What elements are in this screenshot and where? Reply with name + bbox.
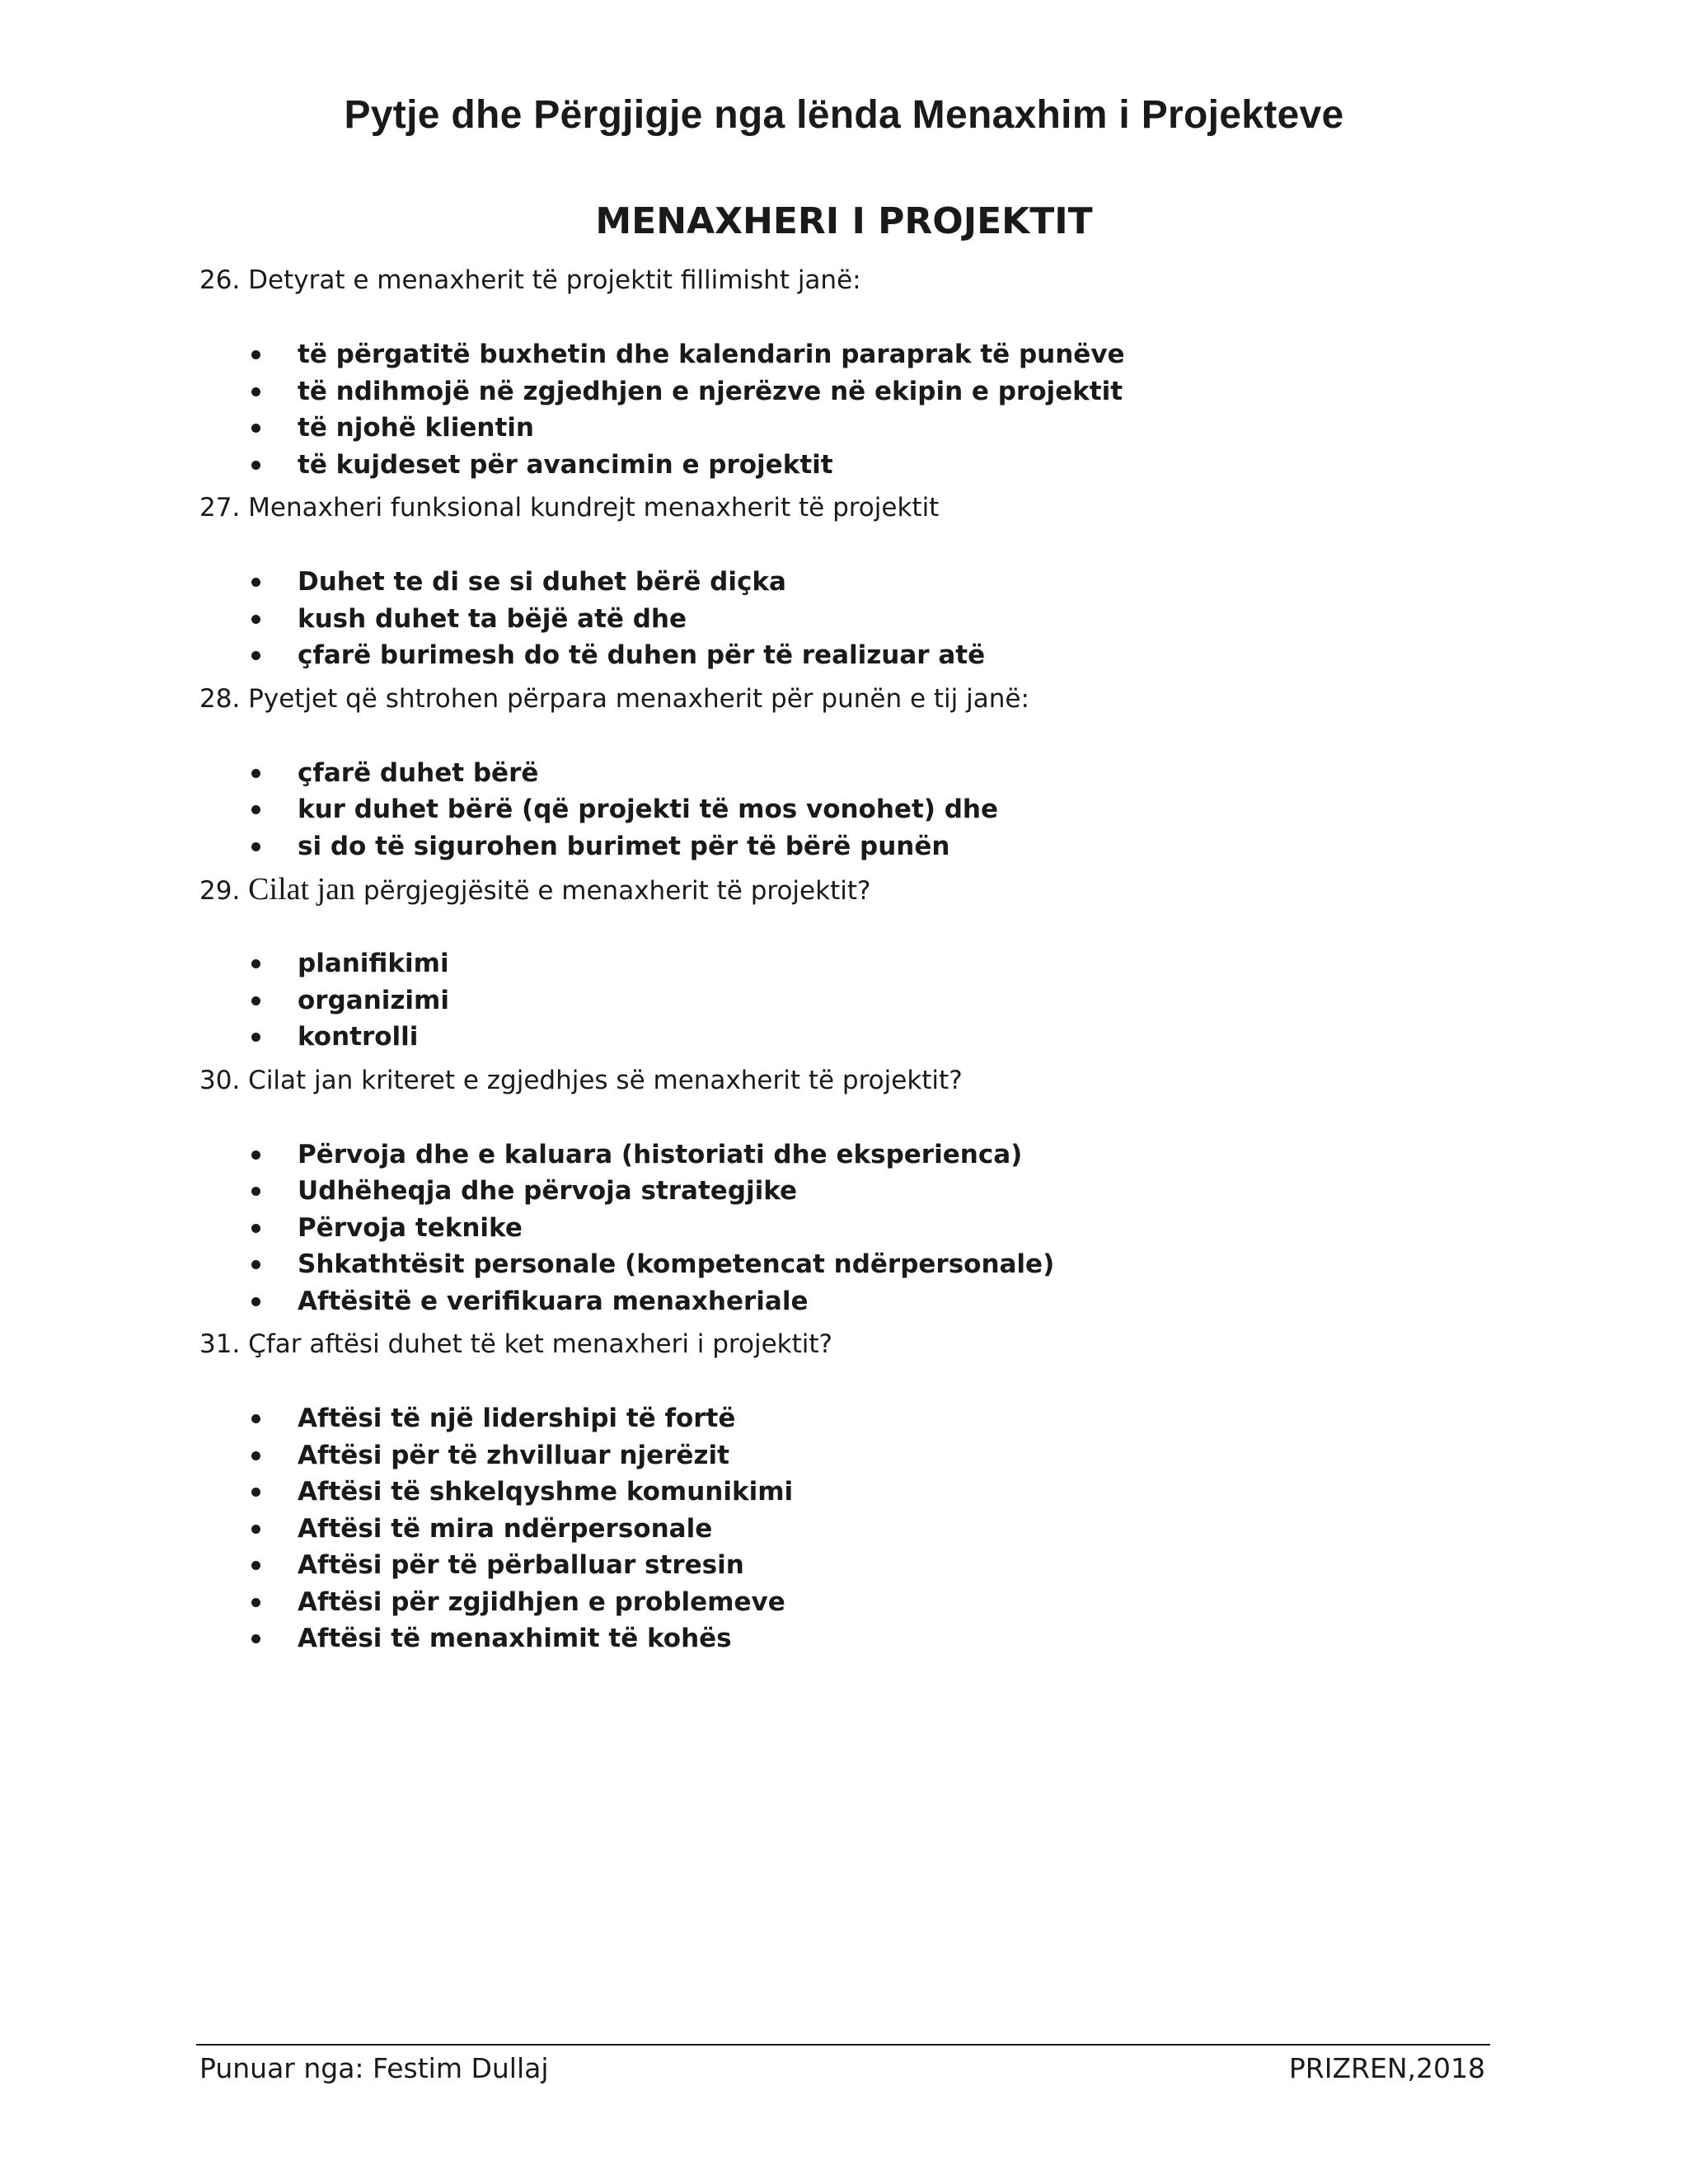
answer-item (199, 1400, 1485, 1437)
answer-text: Aftësi për të përballuar stresin (298, 1550, 744, 1580)
bullet-icon (251, 1297, 260, 1306)
answer-item (199, 1547, 1485, 1584)
answer-item (199, 1137, 1485, 1174)
answer-text: Aftësitë e verifikuara menaxheriale (298, 1286, 809, 1316)
answer-text: çfarë burimesh do të duhen për të realizuar atë (298, 640, 986, 670)
answer-text: si do të sigurohen burimet për të bërë punën (298, 831, 950, 861)
answer-item (199, 1620, 1485, 1657)
bullet-icon (251, 1187, 260, 1196)
footer-divider (196, 2044, 1490, 2046)
answer-list-26 (199, 336, 1485, 483)
answer-item (199, 1474, 1485, 1511)
answer-text: organizimi (298, 985, 449, 1015)
bullet-icon (251, 387, 260, 396)
answer-item (199, 945, 1485, 982)
answer-list-27 (199, 564, 1485, 674)
answer-text: të kujdeset për avancimin e projektit (298, 449, 833, 480)
answer-text: kur duhet bërë (që projekti të mos vonohet) dhe (298, 794, 999, 824)
answer-text: Përvoja teknike (298, 1212, 523, 1243)
question-text: Menaxheri funksional kundrejt menaxherit të projektit (248, 493, 940, 523)
bullet-icon (251, 1488, 260, 1497)
answer-text: Aftësi për të zhvilluar njerëzit (298, 1440, 729, 1470)
answer-item (199, 755, 1485, 792)
answer-item (199, 1511, 1485, 1548)
answer-list-31 (199, 1400, 1485, 1657)
answer-item (199, 982, 1485, 1019)
bullet-icon (251, 651, 260, 660)
question-number: 26. (199, 265, 241, 295)
answer-item (199, 564, 1485, 601)
answer-text: Aftësi për zgjidhjen e problemeve (298, 1586, 785, 1617)
answer-item (199, 1019, 1485, 1056)
bullet-icon (251, 996, 260, 1005)
bullet-icon (251, 1260, 260, 1269)
bullet-icon (251, 1561, 260, 1570)
answer-text: kontrolli (298, 1022, 419, 1052)
question-31 (199, 1326, 1485, 1362)
question-number: 31. (199, 1329, 241, 1359)
question-27 (199, 490, 1485, 526)
answer-item (199, 447, 1485, 484)
bullet-icon (251, 1414, 260, 1423)
answer-text: të ndihmojë në zgjedhjen e njerëzve në ekipin e projektit (298, 376, 1123, 406)
bullet-icon (251, 578, 260, 587)
bullet-icon (251, 1525, 260, 1534)
bullet-icon (251, 1224, 260, 1233)
question-text: përgjegjësitë e menaxherit të projektit? (363, 876, 871, 906)
bullet-icon (251, 1151, 260, 1160)
question-text: Çfar aftësi duhet të ket menaxheri i projektit? (248, 1329, 832, 1359)
bullet-icon (251, 1451, 260, 1460)
answer-text: Aftësi të shkelqyshme komunikimi (298, 1477, 794, 1507)
question-number: 30. (199, 1065, 241, 1095)
questions-list (199, 262, 1485, 1664)
answer-text: çfarë duhet bërë (298, 757, 539, 788)
answer-text: të njohë klientin (298, 413, 534, 443)
question-30 (199, 1062, 1485, 1099)
answer-item (199, 1210, 1485, 1247)
page-title: Pytje dhe Përgjigje nga lënda Menaxhim i Projekteve (344, 93, 1344, 137)
answer-item (199, 791, 1485, 828)
answer-text: Aftësi të mira ndërpersonale (298, 1513, 713, 1544)
bullet-icon (251, 461, 260, 470)
question-text: Pyetjet që shtrohen përpara menaxherit për punën e tij janë: (248, 683, 1029, 714)
answer-item (199, 601, 1485, 638)
bullet-icon (251, 842, 260, 851)
question-text-serif: Cilat jan (248, 872, 355, 907)
bullet-icon (251, 959, 260, 968)
answer-item (199, 1584, 1485, 1621)
footer-author: Punuar nga: Festim Dullaj (199, 2052, 549, 2084)
answer-text: planifikimi (298, 949, 449, 978)
question-number: 27. (199, 493, 241, 523)
answer-text: Shkathtësit personale (kompetencat ndërpersonale) (298, 1249, 1055, 1279)
answer-text: Aftësi të një lidershipi të fortë (298, 1404, 736, 1433)
answer-item (199, 1246, 1485, 1283)
answer-item (199, 1173, 1485, 1210)
bullet-icon (251, 769, 260, 778)
answer-text: Duhet te di se si duhet bërë diçka (298, 567, 786, 597)
question-number: 28. (199, 683, 241, 714)
bullet-icon (251, 1598, 260, 1607)
answer-text: kush duhet ta bëjë atë dhe (298, 603, 687, 634)
answer-item (199, 637, 1485, 674)
question-number: 29. (199, 876, 241, 906)
bullet-icon (251, 1033, 260, 1042)
answer-item (199, 828, 1485, 865)
answer-list-29 (199, 945, 1485, 1056)
answer-text: të përgatitë buxhetin dhe kalendarin paraprak të punëve (298, 340, 1125, 369)
footer-place-year: PRIZREN,2018 (1288, 2052, 1485, 2084)
answer-list-28 (199, 755, 1485, 865)
question-28 (199, 681, 1485, 717)
bullet-icon (251, 350, 260, 359)
answer-text: Aftësi të menaxhimit të kohës (298, 1624, 732, 1653)
question-text: Cilat jan kriteret e zgjedhjes së menaxherit të projektit? (248, 1065, 963, 1095)
bullet-icon (251, 805, 260, 814)
section-title: MENAXHERI I PROJEKTIT (595, 200, 1093, 242)
bullet-icon (251, 615, 260, 624)
answer-item (199, 373, 1485, 410)
answer-item (199, 410, 1485, 447)
answer-item (199, 1283, 1485, 1320)
question-26 (199, 262, 1485, 298)
answer-text: Përvoja dhe e kaluara (historiati dhe eksperienca) (298, 1139, 1023, 1169)
answer-list-30 (199, 1137, 1485, 1320)
bullet-icon (251, 1634, 260, 1643)
question-29 (199, 871, 1485, 907)
question-text: Detyrat e menaxherit të projektit fillimisht janë: (248, 265, 861, 295)
answer-item (199, 336, 1485, 373)
answer-text: Udhëheqja dhe përvoja strategjike (298, 1176, 798, 1206)
bullet-icon (251, 424, 260, 433)
answer-item (199, 1437, 1485, 1474)
